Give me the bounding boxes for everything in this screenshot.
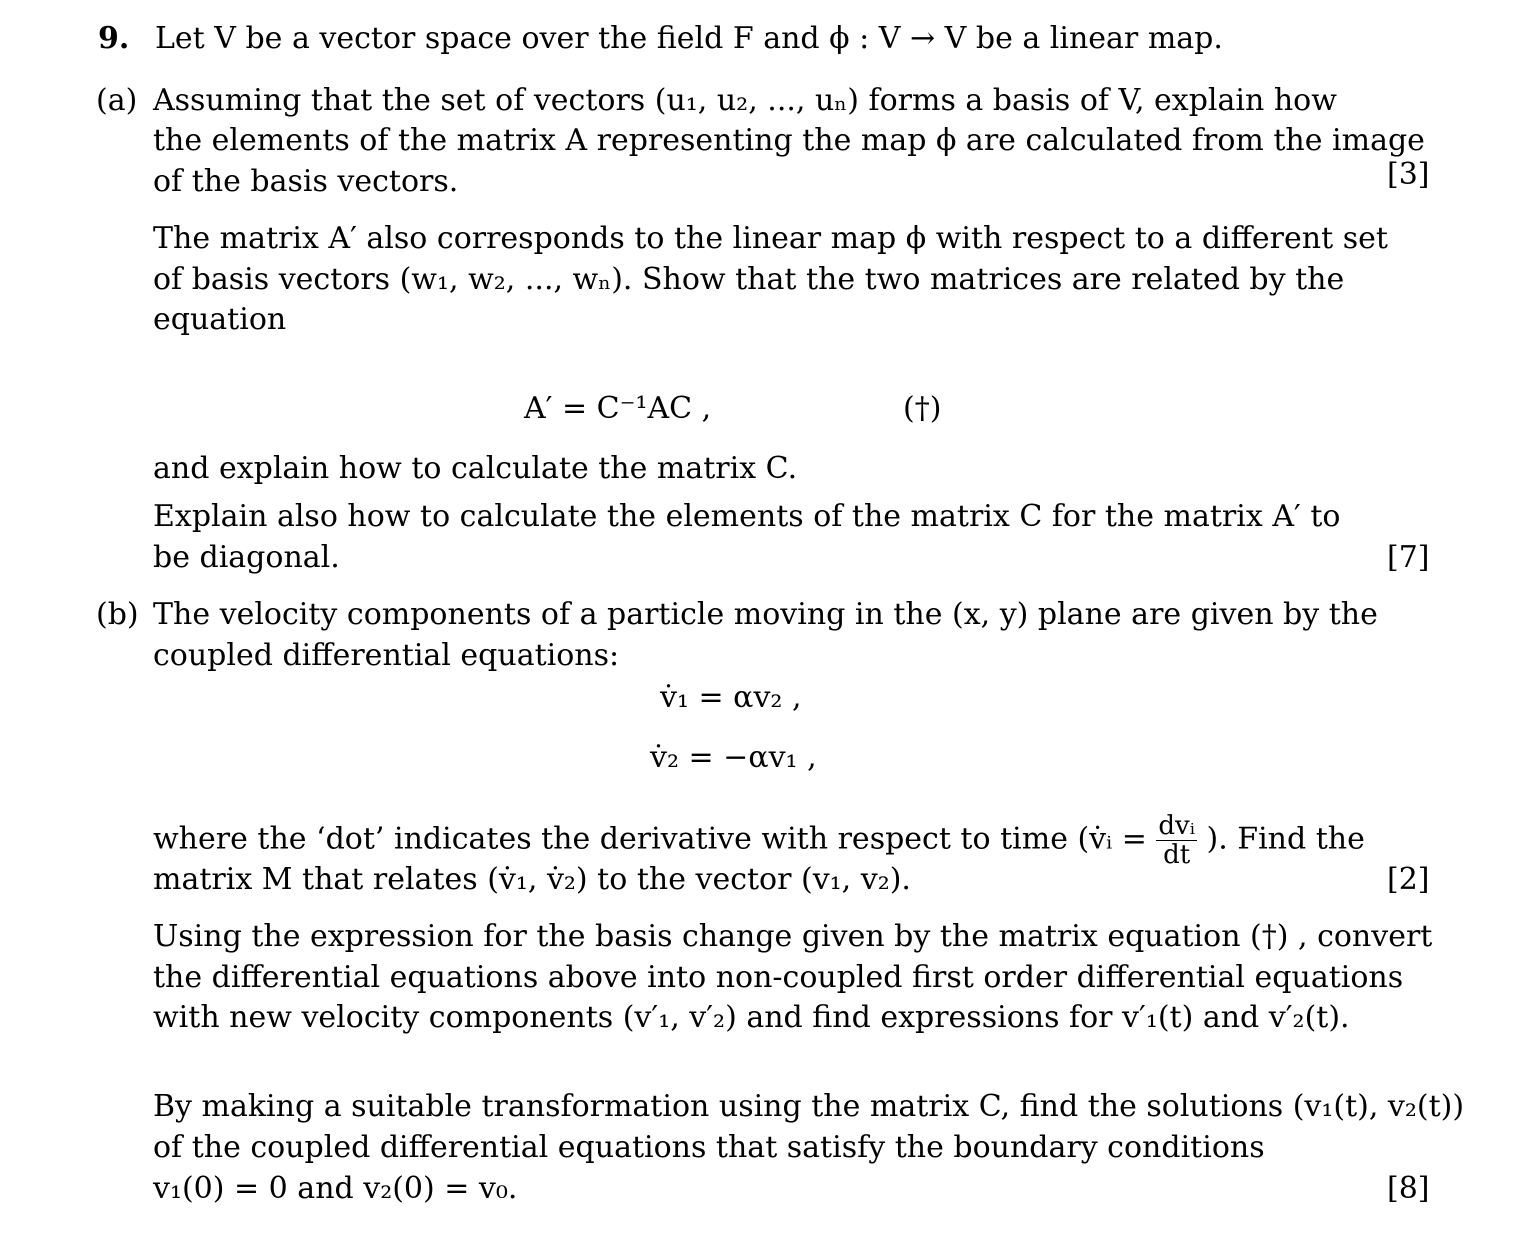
part-b-para4-line3: v₁(0) = 0 and v₂(0) = v₀.	[153, 1171, 518, 1206]
part-b-para1-line1: The velocity components of a particle moving in the (x, y) plane are given by the	[153, 597, 1378, 632]
basis-change-equation: A′ = C⁻¹AC ,	[524, 391, 712, 426]
part-a-para4-line2: be diagonal.	[153, 540, 340, 575]
differential-equation-1: v̇₁ = αv₂ ,	[660, 680, 802, 715]
part-b-para3-line3: with new velocity components (v′₁, v′₂) and find expressions for v′₁(t) and v′₂(t).	[153, 1000, 1350, 1035]
part-b-para2-end: ). Find the	[1206, 821, 1365, 857]
part-a-para2-line3: equation	[153, 302, 287, 337]
part-a-para4-line1: Explain also how to calculate the elements of the matrix C for the matrix A′ to	[153, 499, 1341, 534]
part-a-label: (a)	[96, 83, 138, 118]
equation-tag: (†)	[903, 391, 942, 426]
differential-equation-2: v̇₂ = −αv₁ ,	[650, 740, 817, 775]
part-b-para4-line2: of the coupled differential equations that satisfy the boundary conditions	[153, 1130, 1265, 1165]
part-b-para2-line1	[153, 812, 1365, 869]
part-b-para3-line2: the differential equations above into non-coupled first order differential equations	[153, 960, 1404, 995]
part-a-para3: and explain how to calculate the matrix C.	[153, 451, 798, 486]
part-a-para1-line2: the elements of the matrix A representing the map ϕ are calculated from the image	[153, 123, 1425, 158]
part-a-mark-2: [7]	[1387, 540, 1430, 575]
part-a-para1-line3: of the basis vectors.	[153, 164, 459, 199]
fraction-numerator: dvᵢ	[1158, 811, 1195, 841]
derivative-fraction	[1156, 812, 1197, 869]
part-b-para4-line1: By making a suitable transformation using the matrix C, find the solutions (v₁(t), v₂(t))	[153, 1089, 1465, 1124]
part-a-para2-line2: of basis vectors (w₁, w₂, ..., wₙ). Show that the two matrices are related by the	[153, 262, 1345, 297]
part-b-para1-line2: coupled differential equations:	[153, 638, 620, 673]
part-a-mark-1: [3]	[1387, 157, 1430, 192]
question-intro: Let V be a vector space over the field F and ϕ : V → V be a linear map.	[155, 21, 1223, 56]
question-number: 9.	[98, 21, 130, 56]
part-b-label: (b)	[96, 597, 139, 632]
part-a-para1-line1: Assuming that the set of vectors (u₁, u₂, ..., uₙ) forms a basis of V, explain how	[153, 83, 1337, 118]
part-b-para2-line2: matrix M that relates (v̇₁, v̇₂) to the vector (v₁, v₂).	[153, 862, 911, 897]
part-b-mark-2: [8]	[1387, 1171, 1430, 1206]
part-b-para3-line1: Using the expression for the basis change given by the matrix equation (†) , convert	[153, 919, 1433, 954]
part-b-mark-1: [2]	[1387, 862, 1430, 897]
fraction-denominator: dt	[1163, 840, 1191, 870]
part-b-para2-start: where the ‘dot’ indicates the derivative with respect to time (v̇ᵢ =	[153, 821, 1147, 857]
part-a-para2-line1: The matrix A′ also corresponds to the linear map ϕ with respect to a different set	[153, 221, 1388, 256]
